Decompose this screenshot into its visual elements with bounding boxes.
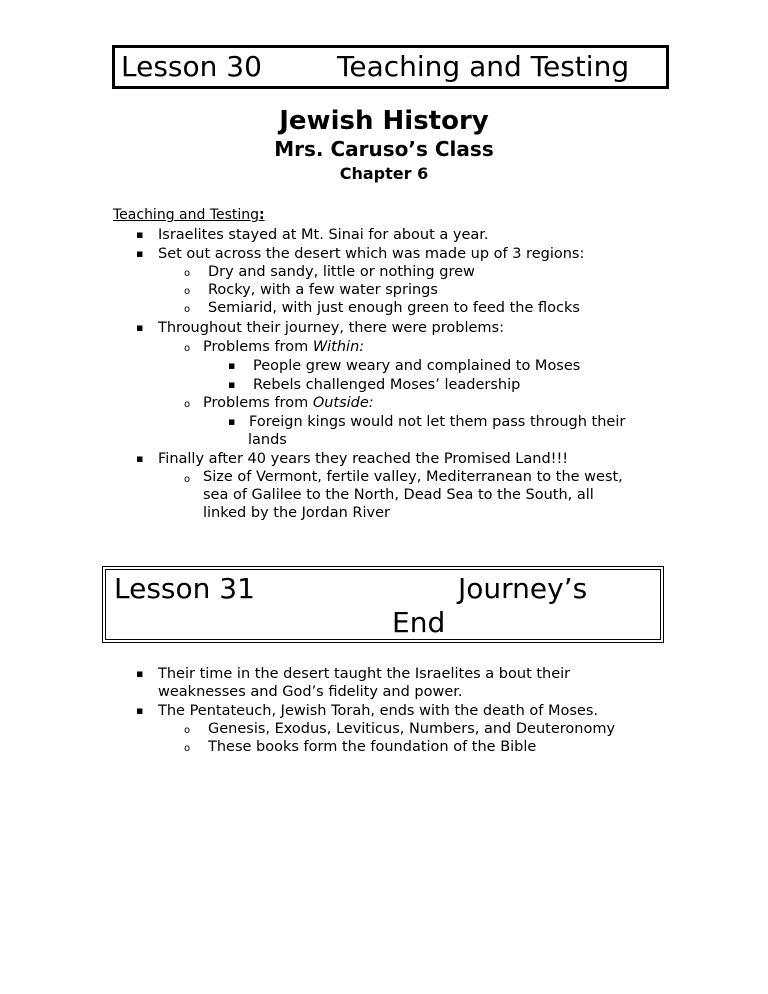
lesson-31-number: Lesson 31 [114,572,255,605]
circle-bullet-icon: o [184,725,191,736]
list-item: Set out across the desert which was made up of 3 regions: [158,246,585,262]
class-name: Mrs. Caruso’s Class [274,137,494,161]
list-item: Foreign kings would not let them pass through their [249,414,626,430]
list-item: These books form the foundation of the Bible [208,739,537,755]
square-bullet-icon: ▪ [136,247,144,260]
list-item: Throughout their journey, there were problems: [158,320,504,336]
circle-bullet-icon: o [184,304,191,315]
list-item: Rocky, with a few water springs [208,282,438,298]
list-item: Size of Vermont, fertile valley, Mediterranean to the west, [203,469,623,485]
circle-bullet-icon: o [184,474,191,485]
list-item: Dry and sandy, little or nothing grew [208,264,475,280]
list-item: Their time in the desert taught the Israelites a bout their [158,666,571,682]
lesson-30-number: Lesson 30 [121,50,262,83]
lesson-31-title-part2: End [392,606,446,639]
list-item: The Pentateuch, Jewish Torah, ends with the death of Moses. [158,703,598,719]
square-bullet-icon: ▪ [228,378,236,391]
list-item: Genesis, Exodus, Leviticus, Numbers, and Deuteronomy [208,721,616,737]
list-item: People grew weary and complained to Moses [253,358,581,374]
lesson-31-heading-box [102,566,664,643]
lesson-31-title-part1: Journey’s [458,572,588,605]
list-item: Finally after 40 years they reached the Promised Land!!! [158,451,569,467]
list-item-continuation: sea of Galilee to the North, Dead Sea to the South, all [203,487,594,503]
list-item-continuation: weaknesses and God’s fidelity and power. [158,684,463,700]
circle-bullet-icon: o [184,743,191,754]
circle-bullet-icon: o [184,399,191,410]
circle-bullet-icon: o [184,286,191,297]
square-bullet-icon: ▪ [136,452,144,465]
lesson-30-title: Teaching and Testing [337,50,630,83]
section-heading: Teaching and Testing: [113,207,265,223]
list-item: Israelites stayed at Mt. Sinai for about a year. [158,227,489,243]
lesson-30-heading-box [112,45,669,89]
page-title: Jewish History [279,106,489,136]
list-item-continuation: linked by the Jordan River [203,505,390,521]
list-item: Problems from Outside: [203,395,374,411]
square-bullet-icon: ▪ [136,228,144,241]
square-bullet-icon: ▪ [136,667,144,680]
chapter-label: Chapter 6 [339,164,429,183]
circle-bullet-icon: o [184,268,191,279]
square-bullet-icon: ▪ [228,359,236,372]
square-bullet-icon: ▪ [136,704,144,717]
list-item: Rebels challenged Moses’ leadership [253,377,521,393]
list-item: Problems from Within: [203,339,365,355]
list-item: Semiarid, with just enough green to feed the flocks [208,300,580,316]
circle-bullet-icon: o [184,343,191,354]
list-item-continuation: lands [248,432,287,448]
square-bullet-icon: ▪ [136,321,144,334]
square-bullet-icon: ▪ [228,415,236,428]
